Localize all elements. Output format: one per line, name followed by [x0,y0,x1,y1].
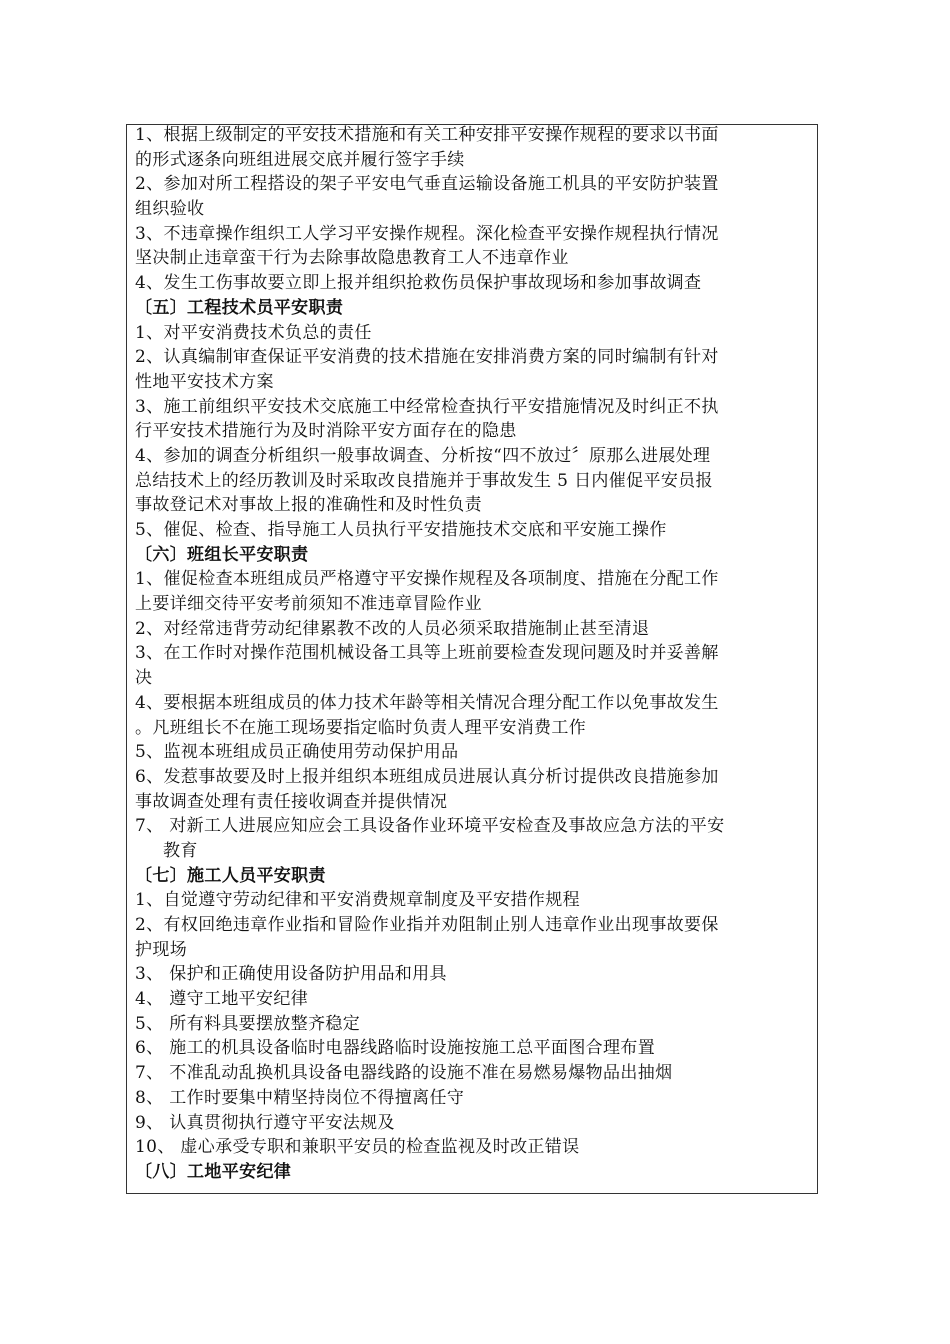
text-line: 1、自觉遵守劳动纪律和平安消费规章制度及平安措作规程 [135,890,580,911]
text-line: 7、 不准乱动乱换机具设备电器线路的设施不准在易燃易爆物品出抽烟 [135,1063,673,1084]
text-line: 行平安技术措施行为及时消除平安方面存在的隐患 [135,421,517,442]
text-line: 4、 遵守工地平安纪律 [135,989,309,1010]
text-line: 。凡班组长不在施工现场要指定临时负责人理平安消费工作 [135,717,587,738]
text-line: 教育 [163,840,198,861]
text-line: 3、在工作时对操作范围机械设备工具等上班前要检查发现问题及时并妥善解 [135,643,719,664]
text-line: 7、 对新工人进展应知应会工具设备作业环境平安检查及事故应急方法的平安 [135,816,725,837]
text-line: 3、施工前组织平安技术交底施工中经常检查执行平安措施情况及时纠正不执 [135,396,719,417]
document-body [135,123,815,1185]
text-line: 6、发惹事故要及时上报并组织本班组成员进展认真分析讨提供改良措施参加 [135,766,719,787]
text-line: 5、监视本班组成员正确使用劳动保护用品 [135,742,459,763]
text-line: 1、根据上级制定的平安技术措施和有关工种安排平安操作规程的要求以书面 [135,125,719,145]
text-line: 5、催促、检查、指导施工人员执行平安措施技术交底和平安施工操作 [135,520,667,540]
text-line: 决 [135,668,153,689]
text-line: 坚决制止违章蛮干行为去除事故隐患教育工人不违章作业 [135,248,569,269]
text-line: 组织验收 [135,199,205,220]
text-line: 3、不违章操作组织工人学习平安操作规程。深化检查平安操作规程执行情况 [135,223,719,244]
text-line: 2、认真编制审查保证平安消费的技术措施在安排消费方案的同时编制有针对 [135,347,719,368]
text-line: 护现场 [135,939,188,960]
text-line: 上要详细交待平安考前须知不准违章冒险作业 [135,594,482,615]
section-heading: 〔七〕施工人员平安职责 [135,865,326,886]
text-line: 性地平安技术方案 [135,371,274,392]
text-line: 2、对经常违背劳动纪律累教不改的人员必须采取措施制止甚至清退 [135,618,650,639]
section-heading: 〔八〕工地平安纪律 [135,1161,292,1182]
text-line: 4、要根据本班组成员的体力技术年龄等相关情况合理分配工作以免事故发生 [135,692,719,713]
text-line: 事故调查处理有责任接收调查并提供情况 [135,791,448,812]
text-line: 5、 所有料具要摆放整齐稳定 [135,1013,361,1034]
section-heading: 〔五〕工程技术员平安职责 [135,297,344,318]
text-line: 4、发生工伤事故要立即上报并组织抢救伤员保护事故现场和参加事故调查 [135,273,702,294]
text-line: 的形式逐条向班组进展交底并履行签字手续 [135,149,465,170]
text-line: 2、参加对所工程搭设的架子平安电气垂直运输设备施工机具的平安防护装置 [135,174,719,195]
text-line: 3、 保护和正确使用设备防护用品和用具 [135,964,447,985]
text-line: 1、催促检查本班组成员严格遵守平安操作规程及各项制度、措施在分配工作 [135,569,719,590]
text-line: 2、有权回绝违章作业指和冒险作业指并劝阻制止别人违章作业出现事故要保 [135,915,719,935]
text-line: 9、 认真贯彻执行遵守平安法规及 [135,1112,395,1133]
text-line: 6、 施工的机具设备临时电器线路临时设施按施工总平面图合理布置 [135,1038,656,1059]
section-heading: 〔六〕班组长平安职责 [135,544,309,565]
text-line: 总结技术上的经历教训及时采取改良措施并于事故发生 5 日内催促平安员报 [135,470,713,491]
text-line: 4、参加的调查分析组织一般事故调查、分析按“四不放过〞原那么进展处理 [135,445,711,466]
text-line: 10、 虚心承受专职和兼职平安员的检查监视及时改正错误 [135,1137,580,1158]
text-line: 8、 工作时要集中精坚持岗位不得擅离任守 [135,1087,465,1108]
text-line: 事故登记术对事故上报的准确性和及时性负责 [135,495,482,516]
text-line: 1、对平安消费技术负总的责任 [135,322,372,343]
